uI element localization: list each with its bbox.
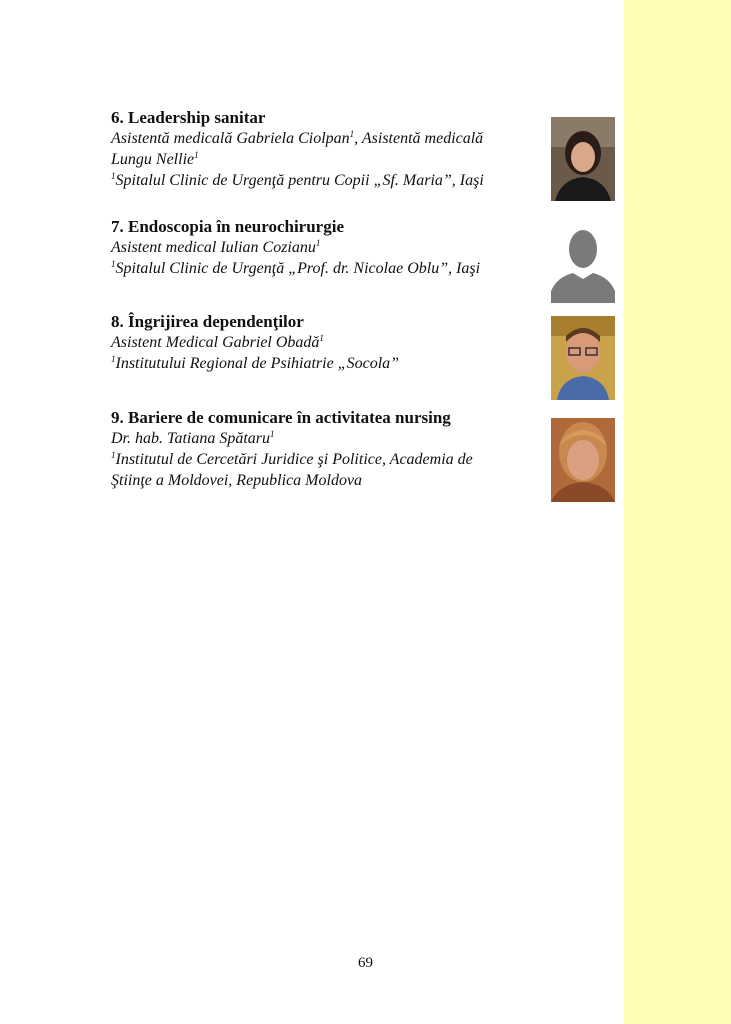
superscript: 1 <box>194 150 199 160</box>
man-glasses-photo <box>551 316 615 400</box>
entry-authors <box>111 149 537 170</box>
entry-6 <box>111 108 537 191</box>
entry-authors <box>111 237 537 258</box>
superscript: 1 <box>270 429 275 439</box>
entry-8 <box>111 312 537 374</box>
superscript: 1 <box>111 171 116 181</box>
entry-title: 7. Endoscopia în neurochirurgie <box>111 217 344 236</box>
woman-dark-hair-photo <box>551 117 615 201</box>
entry-authors <box>111 128 537 149</box>
side-color-band <box>624 0 731 1024</box>
author-name: Asistentă medicală Gabriela Ciolpan <box>111 130 350 147</box>
author-name: , Asistentă medicală <box>354 130 484 147</box>
entry-affiliation <box>111 449 537 470</box>
entry-7 <box>111 217 537 279</box>
entry-affiliation <box>111 170 537 191</box>
affiliation-text: Ştiinţe a Moldovei, Republica Moldova <box>111 472 363 489</box>
entry-affiliation <box>111 353 537 374</box>
affiliation-text: Spitalul Clinic de Urgenţă pentru Copii „Sf. Maria”, Iaşi <box>115 172 484 189</box>
author-name: Asistent medical Iulian Cozianu <box>111 239 316 256</box>
author-name: Dr. hab. Tatiana Spătaru <box>111 430 270 447</box>
entry-authors <box>111 332 537 353</box>
entry-title: 8. Îngrijirea dependenţilor <box>111 312 304 331</box>
superscript: 1 <box>111 259 116 269</box>
superscript: 1 <box>349 129 355 139</box>
author-name: Lungu Nellie <box>111 151 195 168</box>
entry-affiliation <box>111 258 537 279</box>
woman-blonde-photo <box>551 418 615 502</box>
affiliation-text: Institutul de Cercetări Juridice şi Politice, Academia de <box>115 451 473 468</box>
entry-title: 6. Leadership sanitar <box>111 108 266 127</box>
entry-authors <box>111 428 537 449</box>
author-name: Asistent Medical Gabriel Obadă <box>111 334 320 351</box>
superscript: 1 <box>315 238 321 248</box>
superscript: 1 <box>319 333 324 343</box>
entry-9 <box>111 408 537 491</box>
superscript: 1 <box>111 354 116 364</box>
entry-affiliation <box>111 470 537 491</box>
silhouette-placeholder <box>551 219 615 303</box>
affiliation-text: Institutului Regional de Psihiatrie „Socola” <box>115 355 400 372</box>
superscript: 1 <box>111 450 116 460</box>
affiliation-text: Spitalul Clinic de Urgenţă „Prof. dr. Nicolae Oblu”, Iaşi <box>115 260 481 277</box>
entry-title: 9. Bariere de comunicare în activitatea nursing <box>111 408 451 427</box>
page-number: 69 <box>358 955 373 971</box>
